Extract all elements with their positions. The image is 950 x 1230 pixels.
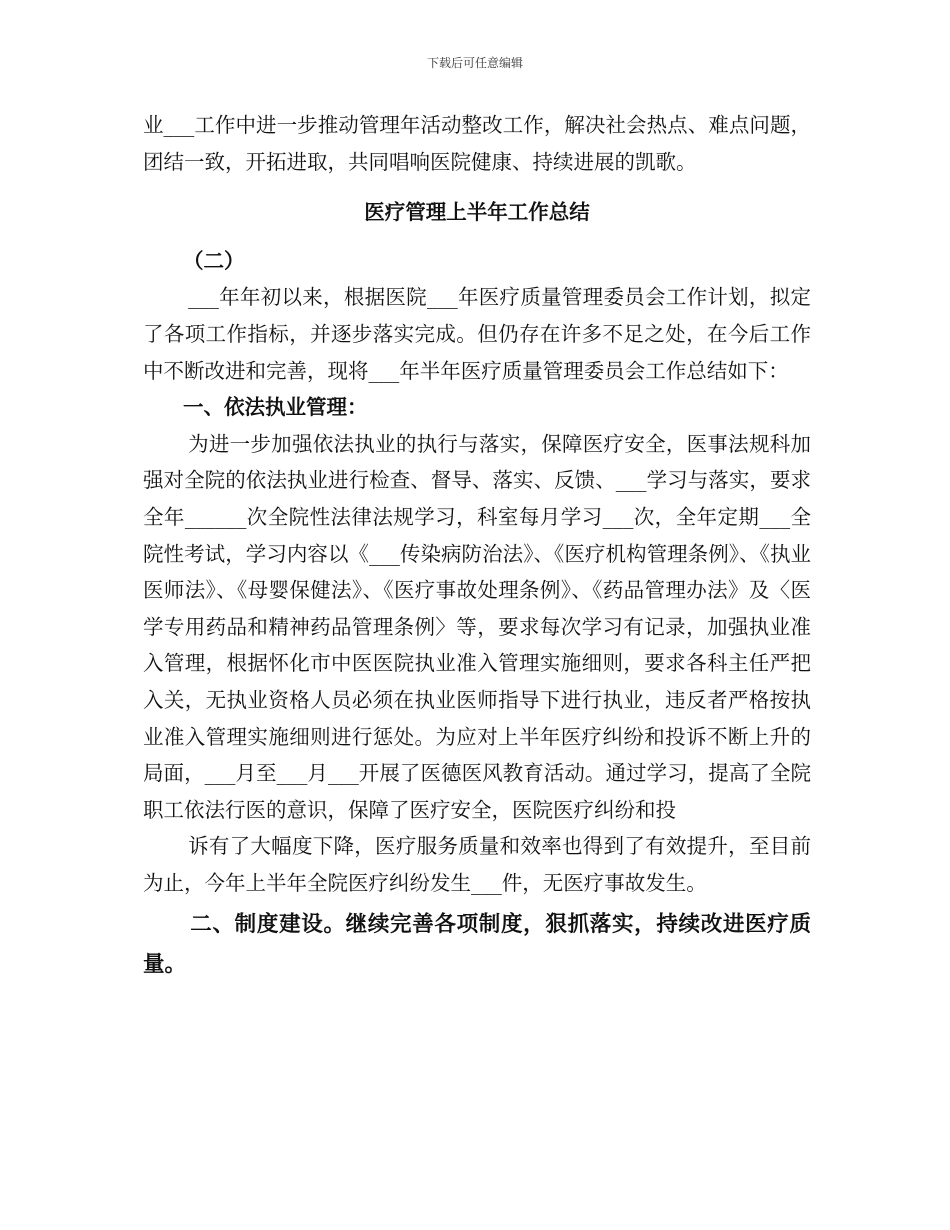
paragraph-dispute-result: 诉有了大幅度下降，医疗服务质量和效率也得到了有效提升，至目前为止，今年上半年全院医疗纠纷发生___件，无医疗事故发生。	[143, 834, 811, 895]
paragraph-overview: ___年年初以来，根据医院___年医疗质量管理委员会工作计划，拟定了各项工作指标，并逐步落实完成。但仍存在许多不足之处，在今后工作中不断改进和完善，现将___年半年医疗质量管理委员会工作总结如下：	[143, 285, 811, 383]
heading-system-construction: 二、制度建设。继续完善各项制度，狠抓落实，持续改进医疗质量。	[143, 912, 811, 978]
heading-legal-practice: 一、依法执业管理：	[182, 395, 368, 420]
document-title: 医疗管理上半年工作总结	[364, 200, 590, 225]
intro-paragraph: 业___工作中进一步推动管理年活动整改工作，解决社会热点、难点问题，团结一致，开拓进取，共同唱响医院健康、持续进展的凯歌。	[143, 113, 811, 174]
document-body	[143, 107, 811, 985]
section-number: （二）	[182, 248, 245, 273]
page-header: 下载后可任意编辑	[426, 56, 523, 70]
paragraph-legal-practice: 为进一步加强依法执业的执行与落实，保障医疗安全，医事法规科加强对全院的依法执业进行检查、督导、落实、反馈、___学习与落实，要求全年______次全院性法律法规学习，科室每月学习___次，全年定期___全院性考试，学习内容以《___传染病防治法》、《医疗机构管理条例》、《执业医师法》、《母婴保健法》、《医疗事故处理条例》、《药品管理办法》及〈医学专用药品和精神药品管理条例〉等，要求每次学习有记录，加强执业准入管理，根据怀化市中医医院执业准入管理实施细则，要求各科主任严把入关，无执业资格人员必须在执业医师指导下进行执业，违反者严格按执业准入管理实施细则进行惩处。为应对上半年医疗纠纷和投诉不断上升的局面，___月至___月___开展了医德医风教育活动。通过学习，提高了全院职工依法行医的意识，保障了医疗安全，医院医疗纠纷和投	[143, 431, 811, 822]
